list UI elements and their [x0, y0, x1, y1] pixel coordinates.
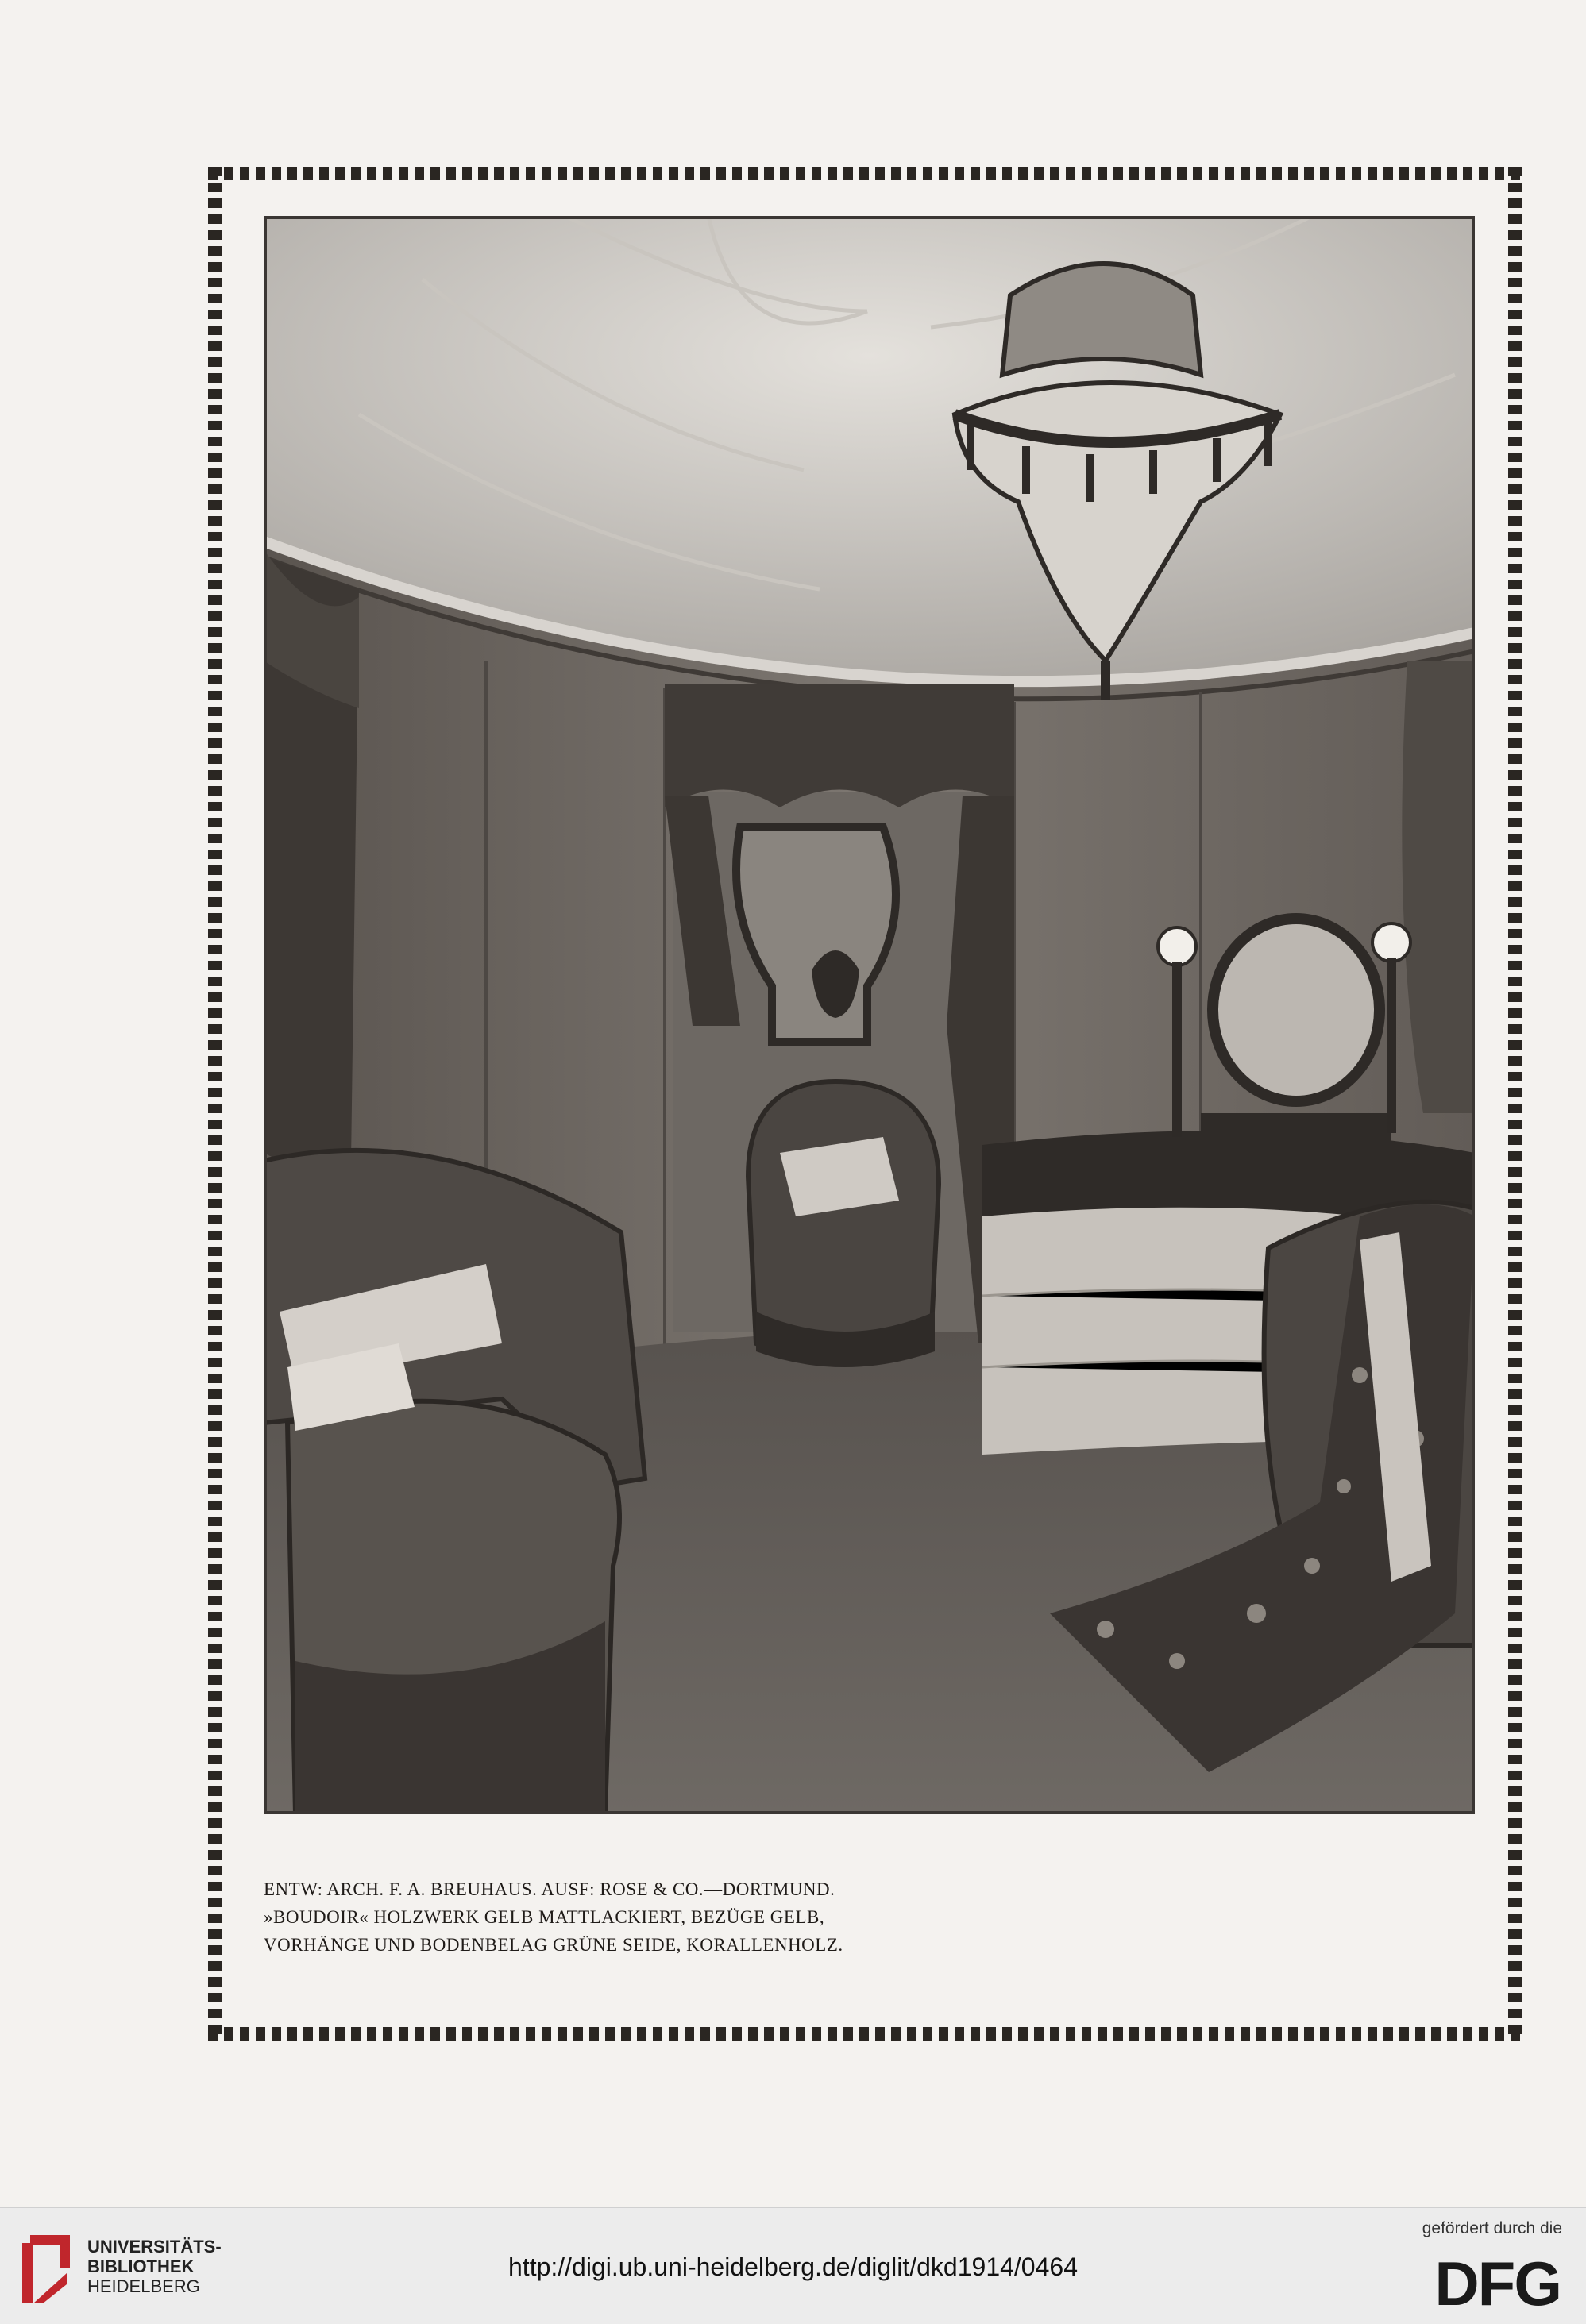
library-name-line1: UNIVERSITÄTS-: [87, 2237, 222, 2257]
library-name-line3: HEIDELBERG: [87, 2276, 200, 2296]
caption-line-title: »BOUDOIR« HOLZWERK GELB MATTLACKIERT, BEZÜGE GELB,: [264, 1907, 825, 1927]
viewer-footer: [0, 2207, 1586, 2324]
permalink-url[interactable]: http://digi.ub.uni-heidelberg.de/diglit/dkd1914/0464: [508, 2253, 1078, 2281]
dfg-logo[interactable]: DFG: [1434, 2249, 1561, 2318]
photo-caption: [264, 1875, 1475, 1959]
ornamental-border-top: [208, 167, 1522, 180]
caption-line-materials: VORHÄNGE UND BODENBELAG GRÜNE SEIDE, KORALLENHOLZ.: [264, 1935, 843, 1955]
boudoir-photograph: [264, 216, 1475, 1814]
funder-note: gefördert durch die: [1422, 2219, 1562, 2237]
boudoir-photo-illustration: [264, 216, 1475, 1814]
library-name-line2: BIBLIOTHEK: [87, 2257, 195, 2276]
caption-line-credits: ENTW: ARCH. F. A. BREUHAUS. AUSF: ROSE & CO.—DORTMUND.: [264, 1879, 835, 1899]
ornamental-border-right: [1508, 167, 1522, 2041]
ornamental-border-bottom: [208, 2027, 1522, 2041]
ornamental-border-left: [208, 167, 222, 2041]
